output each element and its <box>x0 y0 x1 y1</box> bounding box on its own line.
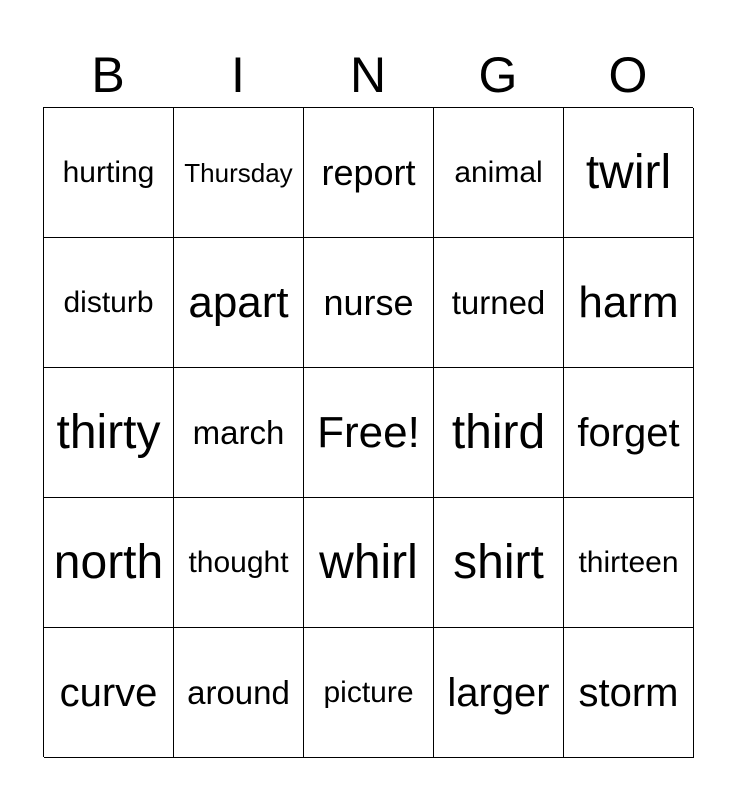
bingo-cell[interactable]: curve <box>44 628 174 758</box>
bingo-cell[interactable]: report <box>304 108 434 238</box>
bingo-cell[interactable]: north <box>44 498 174 628</box>
bingo-cell[interactable]: larger <box>434 628 564 758</box>
bingo-cell[interactable]: twirl <box>564 108 694 238</box>
bingo-cell[interactable]: march <box>174 368 304 498</box>
header-letter-b: B <box>91 47 125 103</box>
bingo-cell[interactable]: nurse <box>304 238 434 368</box>
bingo-cell[interactable]: around <box>174 628 304 758</box>
header-letter-n: N <box>349 47 387 103</box>
header-letter-g: G <box>478 47 518 103</box>
bingo-cell[interactable]: thought <box>174 498 304 628</box>
bingo-header <box>43 44 693 106</box>
header-letter-o: O <box>608 47 648 103</box>
bingo-cell[interactable]: shirt <box>434 498 564 628</box>
bingo-cell[interactable]: third <box>434 368 564 498</box>
bingo-cell[interactable]: whirl <box>304 498 434 628</box>
bingo-cell[interactable]: thirteen <box>564 498 694 628</box>
bingo-cell[interactable]: disturb <box>44 238 174 368</box>
bingo-cell[interactable]: animal <box>434 108 564 238</box>
bingo-cell[interactable]: harm <box>564 238 694 368</box>
header-letter-i: I <box>231 47 245 103</box>
bingo-cell[interactable]: apart <box>174 238 304 368</box>
bingo-cell[interactable]: thirty <box>44 368 174 498</box>
bingo-cell[interactable]: Thursday <box>174 108 304 238</box>
bingo-cell[interactable]: hurting <box>44 108 174 238</box>
bingo-cell[interactable]: forget <box>564 368 694 498</box>
bingo-board <box>43 107 693 757</box>
bingo-cell[interactable]: turned <box>434 238 564 368</box>
bingo-cell[interactable]: storm <box>564 628 694 758</box>
bingo-cell[interactable]: Free! <box>304 368 434 498</box>
bingo-cell[interactable]: picture <box>304 628 434 758</box>
